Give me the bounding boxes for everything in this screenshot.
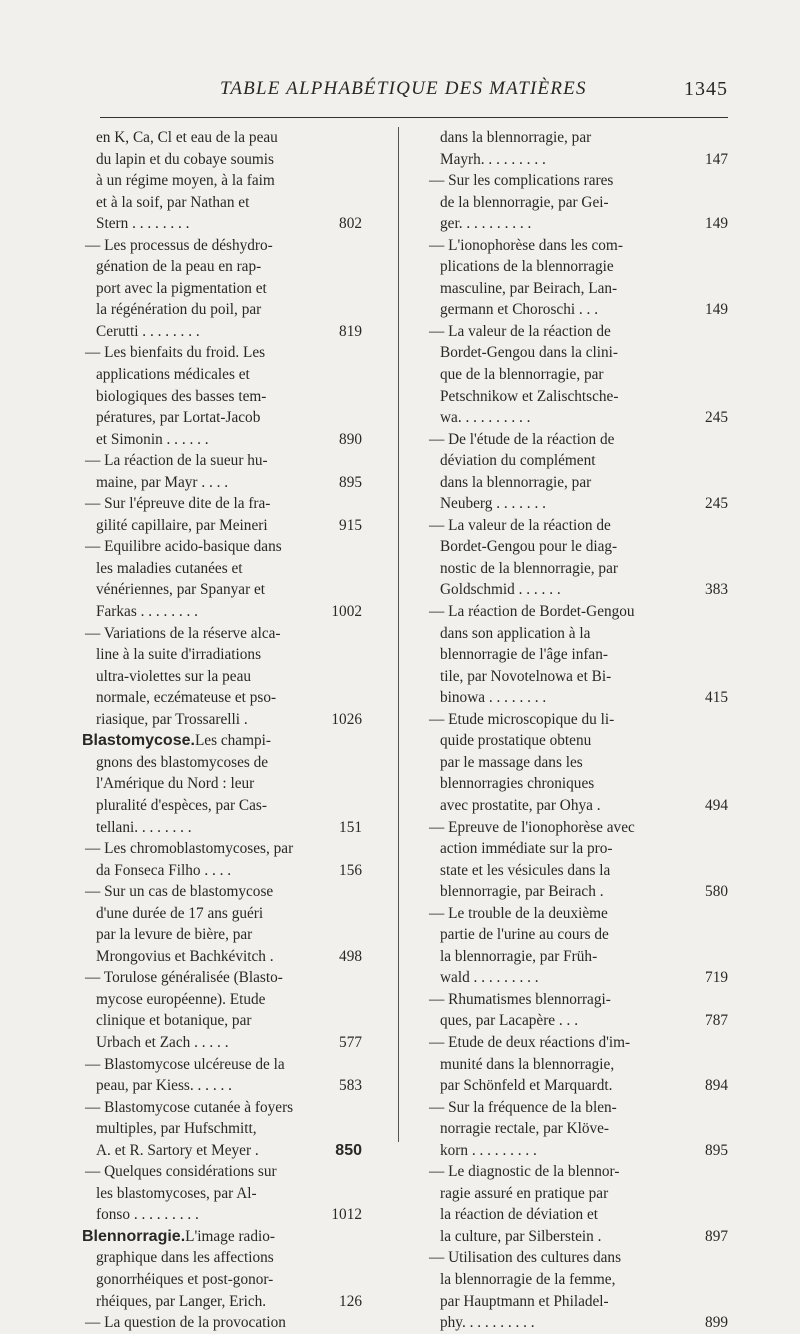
page-reference: 915 (339, 516, 362, 534)
index-line (82, 127, 362, 149)
index-line (426, 1054, 728, 1076)
index-line (426, 1247, 728, 1269)
entry-text: vénériennes, par Spanyar et (96, 581, 266, 599)
index-line (82, 450, 362, 472)
index-line (426, 989, 728, 1011)
entry-text: wa. . . . . . . . . . (440, 409, 531, 427)
entry-text: — Blastomycose ulcéreuse de la (85, 1055, 285, 1073)
index-line (426, 192, 728, 214)
entry-text: clinique et botanique, par (96, 1012, 252, 1030)
index-line (82, 709, 362, 731)
entry-text: Farkas . . . . . . . . (96, 603, 198, 621)
entry-text: — Utilisation des cultures dans (429, 1249, 622, 1267)
entry-text: à un régime moyen, à la faim (96, 172, 275, 190)
entry-text: — Le diagnostic de la blennor- (429, 1163, 620, 1181)
entry-text: action immédiate sur la pro- (440, 840, 613, 858)
index-line (82, 773, 362, 795)
index-line (82, 579, 362, 601)
entry-text: Mrongovius et Bachkévitch . (96, 947, 274, 965)
index-line (82, 515, 362, 537)
right-column (426, 127, 728, 1334)
entry-text: germann et Choroschi . . . (440, 301, 599, 319)
index-line (82, 1312, 362, 1334)
index-line (426, 1183, 728, 1205)
index-line (82, 946, 362, 968)
entry-text: A. et R. Sartory et Meyer . (96, 1141, 259, 1159)
index-line (426, 1010, 728, 1032)
index-line (82, 278, 362, 300)
entry-text: la blennorragie de la femme, (440, 1270, 616, 1288)
index-line (426, 881, 728, 903)
page-reference: 583 (339, 1077, 362, 1095)
entry-text: que de la blennorragie, par (440, 366, 604, 384)
entry-text: — La valeur de la réaction de (429, 322, 611, 340)
entry-text: gilité capillaire, par Meineri (96, 516, 268, 534)
index-line (82, 536, 362, 558)
entry-text: avec prostatite, par Ohya . (440, 796, 601, 814)
entry-text: tile, par Novotelnowa et Bi- (440, 667, 612, 685)
entry-text: — Sur la fréquence de la blen- (429, 1098, 617, 1116)
index-line (82, 924, 362, 946)
entry-text: ragie assuré en pratique par (440, 1184, 609, 1202)
entry-text: quide prostatique obtenu (440, 732, 592, 750)
entry-text: et Simonin . . . . . . (96, 430, 209, 448)
entry-text: — De l'étude de la réaction de (429, 430, 615, 448)
index-line (426, 1075, 728, 1097)
entry-text: par la levure de bière, par (96, 926, 253, 944)
entry-text: de la blennorragie, par Gei- (440, 193, 609, 211)
entry-text: blennorragie, par Beirach . (440, 883, 604, 901)
entry-text: la culture, par Silberstein . (440, 1227, 602, 1245)
entry-text: Stern . . . . . . . . (96, 215, 190, 233)
entry-text: gnons des blastomycoses de (96, 753, 269, 771)
page-reference: 126 (339, 1292, 362, 1310)
index-line (426, 773, 728, 795)
index-line (82, 989, 362, 1011)
index-line (82, 1032, 362, 1054)
entry-text: — L'ionophorèse dans les com- (429, 236, 623, 254)
entry-text: par Schönfeld et Marquardt. (440, 1077, 613, 1095)
index-line (426, 1161, 728, 1183)
index-line (426, 235, 728, 257)
index-line (426, 601, 728, 623)
entry-text: dans son application à la (440, 624, 591, 642)
index-line (426, 1097, 728, 1119)
entry-text: en K, Ca, Cl et eau de la peau (96, 129, 278, 146)
entry-text: — La question de la provocation (85, 1314, 286, 1332)
index-line (426, 623, 728, 645)
index-line (426, 321, 728, 343)
index-line (426, 1140, 728, 1162)
entry-text: ultra-violettes sur la peau (96, 667, 252, 685)
entry-text: ger. . . . . . . . . . (440, 215, 532, 233)
entry-text: — Blastomycose cutanée à foyers (85, 1098, 294, 1116)
page-reference: 149 (705, 301, 728, 319)
index-line (426, 558, 728, 580)
index-line (82, 1097, 362, 1119)
entry-text: blennorragies chroniques (440, 775, 595, 793)
page-reference: 1012 (331, 1206, 362, 1224)
index-line (82, 795, 362, 817)
entry-text: — Les bienfaits du froid. Les (85, 344, 266, 362)
page-reference: 156 (339, 861, 362, 879)
index-line (82, 429, 362, 451)
index-line (426, 860, 728, 882)
entry-text: fonso . . . . . . . . . (96, 1206, 199, 1224)
page-reference: 890 (339, 430, 362, 448)
index-line (82, 752, 362, 774)
entry-text: Bordet-Gengou dans la clini- (440, 344, 618, 362)
page-reference: 895 (705, 1141, 728, 1159)
page-reference: 383 (705, 581, 728, 599)
index-line (82, 1118, 362, 1140)
entry-text: mycose européenne). Etude (96, 990, 266, 1008)
index-line (82, 1204, 362, 1226)
index-line (426, 149, 728, 171)
entry-text: binowa . . . . . . . . (440, 689, 547, 707)
index-line (82, 386, 362, 408)
page-reference: 899 (705, 1314, 728, 1332)
entry-text: dans la blennorragie, par (440, 473, 592, 491)
entry-text: normale, eczémateuse et pso- (96, 689, 277, 707)
index-line (426, 342, 728, 364)
index-line (82, 903, 362, 925)
index-line (426, 579, 728, 601)
page-number: 1345 (684, 78, 728, 100)
entry-text: Les champi- (194, 732, 271, 750)
entry-text: les maladies cutanées et (96, 559, 243, 577)
index-line (426, 838, 728, 860)
index-line (82, 1075, 362, 1097)
entry-text: L'image radio- (185, 1227, 275, 1245)
index-line (82, 256, 362, 278)
index-line (426, 213, 728, 235)
entry-text: — La valeur de la réaction de (429, 516, 611, 534)
page-reference: 1026 (331, 710, 362, 728)
entry-text: dans la blennorragie, par (440, 129, 592, 146)
entry-text: Neuberg . . . . . . . (440, 495, 546, 513)
index-line (426, 472, 728, 494)
entry-text: graphique dans les affections (96, 1249, 274, 1267)
index-line (82, 299, 362, 321)
index-line (82, 213, 362, 235)
entry-text: biologiques des basses tem- (96, 387, 267, 405)
index-line (426, 364, 728, 386)
page-reference: 819 (339, 322, 362, 340)
index-line (82, 1140, 362, 1162)
index-line (82, 967, 362, 989)
page-reference: 850 (335, 1141, 362, 1159)
entry-text: tellani. . . . . . . . (96, 818, 192, 836)
index-line (82, 1054, 362, 1076)
entry-text: la régénération du poil, par (96, 301, 262, 319)
entry-text: — Torulose généralisée (Blasto- (85, 969, 283, 987)
index-line (82, 687, 362, 709)
index-line (82, 666, 362, 688)
entry-text: et à la soif, par Nathan et (96, 193, 250, 211)
entry-text: la réaction de déviation et (440, 1206, 598, 1224)
page-reference: 498 (339, 947, 362, 965)
entry-text: maine, par Mayr . . . . (96, 473, 229, 491)
index-line (82, 170, 362, 192)
entry-text: nostic de la blennorragie, par (440, 559, 618, 577)
index-line (426, 493, 728, 515)
entry-text: Urbach et Zach . . . . . (96, 1033, 229, 1051)
index-line (82, 1010, 362, 1032)
entry-text: peau, par Kiess. . . . . . (96, 1077, 232, 1095)
entry-text: les blastomycoses, par Al- (96, 1184, 257, 1202)
entry-heading: Blennorragie. (82, 1227, 186, 1245)
entry-text: — Equilibre acido-basique dans (85, 538, 282, 556)
entry-text: — Le trouble de la deuxième (429, 904, 608, 922)
index-line (426, 1118, 728, 1140)
index-line (426, 1312, 728, 1334)
entry-text: — Les processus de déshydro- (85, 236, 273, 254)
index-line (426, 429, 728, 451)
page-reference: 895 (339, 473, 362, 491)
index-line (82, 838, 362, 860)
entry-text: Mayrh. . . . . . . . . (440, 150, 546, 168)
index-line (82, 601, 362, 623)
page-reference: 719 (705, 969, 728, 987)
entry-text: — Sur l'épreuve dite de la fra- (85, 495, 271, 513)
entry-text: par Hauptmann et Philadel- (440, 1292, 609, 1310)
index-line (82, 1291, 362, 1313)
entry-text: korn . . . . . . . . . (440, 1141, 537, 1159)
entry-text: masculine, par Beirach, Lan- (440, 279, 618, 297)
index-line (426, 730, 728, 752)
entry-text: gonorrhéiques et post-gonor- (96, 1270, 274, 1288)
entry-text: — La réaction de Bordet-Gengou (429, 603, 635, 621)
entry-text: Bordet-Gengou pour le diag- (440, 538, 618, 556)
index-line (82, 881, 362, 903)
left-column (82, 127, 362, 1334)
index-line (82, 644, 362, 666)
index-line (82, 364, 362, 386)
entry-text: applications médicales et (96, 366, 250, 384)
index-line (82, 1269, 362, 1291)
index-line (426, 817, 728, 839)
running-title: TABLE ALPHABÉTIQUE DES MATIÈRES (220, 78, 587, 99)
entry-text: — Les chromoblastomycoses, par (85, 840, 294, 858)
entry-text: — Etude de deux réactions d'im- (429, 1033, 631, 1051)
index-line (82, 472, 362, 494)
entry-text: déviation du complément (440, 452, 596, 470)
index-line (426, 1291, 728, 1313)
index-line (426, 903, 728, 925)
entry-text: du lapin et du cobaye soumis (96, 150, 275, 168)
index-line (426, 278, 728, 300)
entry-text: d'une durée de 17 ans guéri (96, 904, 264, 922)
page-reference: 577 (339, 1033, 362, 1051)
page-reference: 897 (705, 1227, 728, 1245)
index-line (426, 924, 728, 946)
entry-text: rhéiques, par Langer, Erich. (96, 1292, 267, 1310)
index-line (82, 1161, 362, 1183)
index-line (82, 493, 362, 515)
index-line (82, 558, 362, 580)
entry-text: state et les vésicules dans la (440, 861, 611, 879)
index-line (426, 407, 728, 429)
entry-text: norragie rectale, par Klöve- (440, 1120, 610, 1138)
entry-text: — Sur un cas de blastomycose (85, 883, 274, 901)
index-line (426, 170, 728, 192)
entry-text: — Rhumatismes blennorragi- (429, 990, 611, 1008)
index-line (426, 127, 728, 149)
index-line (426, 515, 728, 537)
index-line (426, 386, 728, 408)
index-line (82, 1226, 362, 1248)
entry-text: wald . . . . . . . . . (440, 969, 539, 987)
entry-text: pératures, par Lortat-Jacob (96, 409, 261, 427)
entry-text: riasique, par Trossarelli . (96, 710, 248, 728)
entry-text: — La réaction de la sueur hu- (85, 452, 268, 470)
index-line (82, 235, 362, 257)
index-line (426, 644, 728, 666)
index-line (426, 687, 728, 709)
entry-text: blennorragie de l'âge infan- (440, 646, 608, 664)
index-line (426, 795, 728, 817)
entry-text: la blennorragie, par Früh- (440, 947, 598, 965)
page-reference: 149 (705, 215, 728, 233)
index-line (426, 1204, 728, 1226)
index-line (82, 1247, 362, 1269)
entry-heading: Blastomycose. (82, 732, 195, 750)
page-reference: 787 (705, 1012, 728, 1030)
index-line (426, 299, 728, 321)
index-line (426, 967, 728, 989)
index-line (82, 623, 362, 645)
page-reference: 494 (705, 796, 728, 814)
index-line (82, 817, 362, 839)
entry-text: Goldschmid . . . . . . (440, 581, 561, 599)
entry-text: ques, par Lacapère . . . (440, 1012, 579, 1030)
index-line (426, 1032, 728, 1054)
index-line (426, 256, 728, 278)
entry-text: phy. . . . . . . . . . (440, 1314, 535, 1332)
entry-text: — Sur les complications rares (429, 172, 614, 190)
entry-text: pluralité d'espèces, par Cas- (96, 796, 267, 814)
index-line (82, 192, 362, 214)
index-line (82, 730, 362, 752)
index-line (82, 860, 362, 882)
header-rule (100, 117, 728, 118)
page-reference: 894 (705, 1077, 728, 1095)
index-line (426, 1226, 728, 1248)
entry-text: Cerutti . . . . . . . . (96, 322, 200, 340)
index-line (82, 1183, 362, 1205)
index-line (426, 709, 728, 731)
page-header (100, 78, 728, 108)
entry-text: Petschnikow et Zalischtsche- (440, 387, 619, 405)
index-line (82, 407, 362, 429)
entry-text: l'Amérique du Nord : leur (96, 775, 255, 793)
page-reference: 580 (705, 883, 728, 901)
entry-text: da Fonseca Filho . . . . (96, 861, 232, 879)
entry-text: génation de la peau en rap- (96, 258, 262, 276)
entry-text: — Variations de la réserve alca- (85, 624, 281, 642)
page-reference: 1002 (331, 603, 362, 621)
index-line (82, 149, 362, 171)
index-line (426, 536, 728, 558)
entry-text: line à la suite d'irradiations (96, 646, 262, 664)
column-divider (398, 127, 399, 1142)
entry-text: plications de la blennorragie (440, 258, 614, 276)
page-reference: 802 (339, 215, 362, 233)
entry-text: munité dans la blennorragie, (440, 1055, 615, 1073)
entry-text: — Epreuve de l'ionophorèse avec (429, 818, 635, 836)
entry-text: multiples, par Hufschmitt, (96, 1120, 257, 1138)
entry-text: — Quelques considérations sur (85, 1163, 277, 1181)
index-line (82, 342, 362, 364)
page-reference: 415 (705, 689, 728, 707)
entry-text: partie de l'urine au cours de (440, 926, 609, 944)
page-reference: 147 (705, 150, 728, 168)
page-reference: 151 (339, 818, 362, 836)
entry-text: — Etude microscopique du li- (429, 710, 615, 728)
index-line (426, 752, 728, 774)
entry-text: par le massage dans les (440, 753, 583, 771)
index-line (82, 321, 362, 343)
page-reference: 245 (705, 409, 728, 427)
entry-text: port avec la pigmentation et (96, 279, 267, 297)
index-line (426, 1269, 728, 1291)
index-line (426, 450, 728, 472)
page-reference: 245 (705, 495, 728, 513)
index-line (426, 946, 728, 968)
index-line (426, 666, 728, 688)
